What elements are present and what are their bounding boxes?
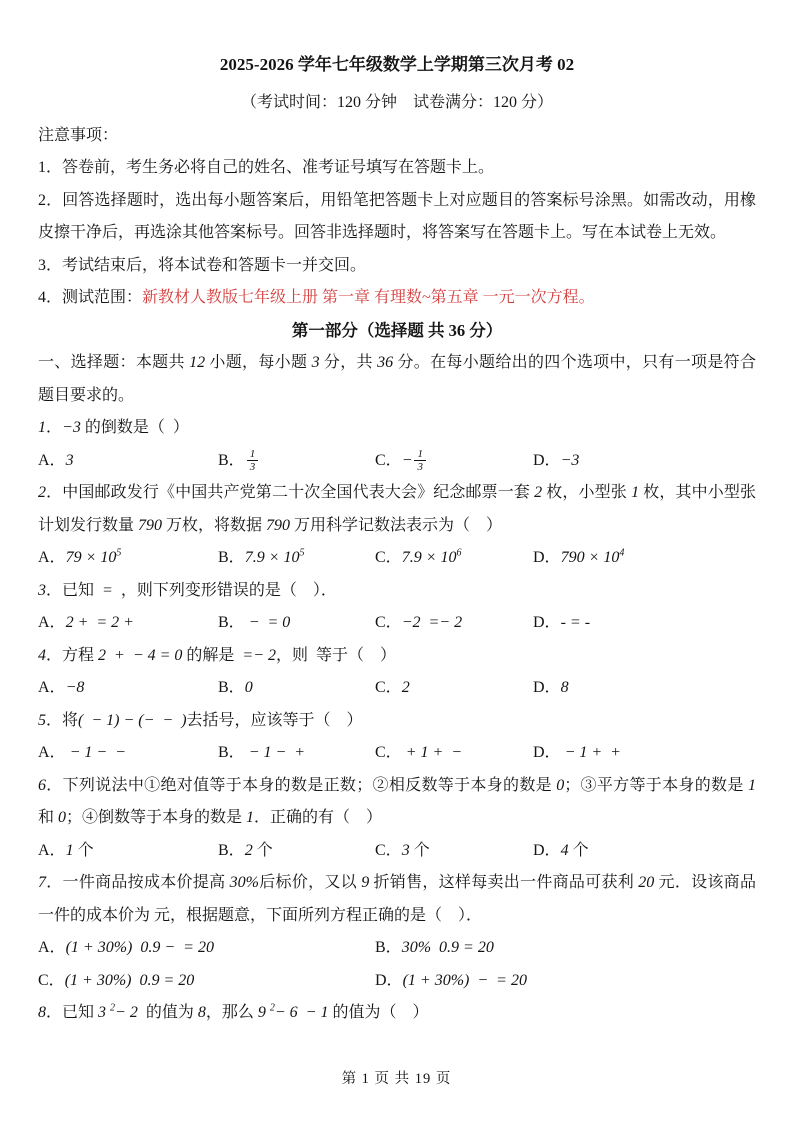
superscript-2: 2 xyxy=(110,1002,116,1014)
question-6-option-d: D．4 个 xyxy=(533,841,589,859)
question-5-stem: 5．将( − 1) − (− − )去括号，应该等于（ ） xyxy=(38,711,363,729)
question-5-option-d: D． − 1 + + xyxy=(533,744,621,761)
question-4-options xyxy=(38,672,756,705)
question-3-options xyxy=(38,607,756,640)
question-4-option-c: C．2 xyxy=(375,679,410,696)
question-7-option-c: C．(1 + 30%) 0.9 = 20 xyxy=(38,971,195,989)
question-1-options xyxy=(38,445,756,478)
question-3-option-b: B． − = 0 xyxy=(218,614,291,631)
question-5-option-a: A． − 1 − − xyxy=(38,744,126,761)
question-2-option-c: C．$7.9 \times 10^6$ xyxy=(375,547,462,566)
question-7-option-d: D．(1 + 30%) − = 20 xyxy=(375,971,527,989)
superscript-2: 2 xyxy=(269,1002,275,1014)
question-6-options xyxy=(38,835,756,868)
notice-item-4-prefix: 4．测试范围： xyxy=(38,289,143,306)
question-6-stem: 6．下列说法中①绝对值等于本身的数是正数；②相反数等于本身的数是 0；③平方等于本身的数是 1 和 0；④倒数等于本身的数是 1．正确的有（ ） xyxy=(38,776,760,826)
notice-item-1: 1．答卷前，考生务必将自己的姓名、准考证号填写在答题卡上。 xyxy=(38,159,495,176)
question-3-stem: 3．已知 = ，则下列变形错误的是（ ）． xyxy=(38,581,337,599)
question-7-options-row-2 xyxy=(38,965,756,998)
notice-item-3: 3．考试结束后，将本试卷和答题卡一并交回。 xyxy=(38,256,367,274)
question-2-option-d: D．$790 \times 10^4$ xyxy=(533,547,625,566)
question-3-option-c: C．−2 =− 2 xyxy=(375,614,463,631)
page-title: 2025-2026 学年七年级数学上学期第三次月考 02 xyxy=(219,55,575,74)
question-2-option-b: B．$7.9 \times 10^5$ xyxy=(218,547,305,566)
question-7-option-b: B．30% 0.9 = 20 xyxy=(375,939,494,956)
question-4-option-d: D．8 xyxy=(533,679,569,696)
section1-intro: 一、选择题：本题共 12 小题，每小题 3 分，共 36 分。在每小题给出的四个选项中，只有一项是符合题目要求的。 xyxy=(38,354,756,404)
exam-subtitle: （考试时间：120 分钟 试卷满分：120 分） xyxy=(240,94,553,111)
question-6-option-c: C．3 个 xyxy=(375,841,430,859)
question-6-option-a: A．1 个 xyxy=(38,841,94,859)
question-3-option-a: A．2 + = 2 + xyxy=(38,614,134,631)
notice-heading: 注意事项： xyxy=(38,126,119,144)
notice-item-2: 2．回答选择题时，选出每小题答案后，用铅笔把答题卡上对应题目的答案标号涂黑。如需改动，用橡皮擦干净后，再选涂其他答案标号。回答非选择题时，将答案写在答题卡上。写在本试卷上无效。 xyxy=(38,191,756,241)
question-1-option-b: B． $\frac{1}{3}$ xyxy=(218,445,375,478)
question-8-stem: 8．已知 3 $^2$− 2 的值为 8，那么 9 $^2$− 6 − 1 的值为（ ） xyxy=(38,1002,429,1021)
question-7-option-a: A．(1 + 30%) 0.9 − = 20 xyxy=(38,939,214,956)
fraction-one-third: $\frac{1}{3}$ xyxy=(414,448,426,474)
question-7-stem: 7．一件商品按成本价提高 30%后标价，又以 9 折销售，这样每卖出一件商品可获利 20 元．设该商品一件的成本价为 元，根据题意，下面所列方程正确的是（ ）． xyxy=(38,874,756,924)
notice-item-4 xyxy=(38,282,756,315)
question-1-option-c: C．− $\frac{1}{3}$ xyxy=(375,445,533,478)
question-6-option-b: B．2 个 xyxy=(218,841,273,859)
question-7-options-row-1 xyxy=(38,932,756,965)
question-1-stem: 1．−3 的倒数是（ ） xyxy=(38,419,189,436)
question-1-option-a: A．3 xyxy=(38,451,74,469)
question-4-option-a: A．−8 xyxy=(38,679,85,696)
question-4-option-b: B．0 xyxy=(218,679,253,696)
fraction-one-third: $\frac{1}{3}$ xyxy=(247,448,259,474)
question-1-option-d: D．−3 xyxy=(533,451,580,469)
question-2-stem: 2．中国邮政发行《中国共产党第二十次全国代表大会》纪念邮票一套 2 枚，小型张 1 枚，其中小型张计划发行数量 790 万枚，将数据 790 万用科学记数法表示为（ ） xyxy=(38,484,756,534)
notice-item-4-scope: 新教材人教版七年级上册 第一章 有理数~第五章 一元一次方程。 xyxy=(142,289,595,306)
question-4-stem: 4．方程 2 + − 4 = 0 的解是 =− 2，则 等于（ ） xyxy=(38,646,397,664)
question-3-option-d: D．- = - xyxy=(533,614,591,631)
question-5-options xyxy=(38,737,756,770)
question-5-option-c: C． + 1 + − xyxy=(375,744,463,761)
question-5-option-b: B． − 1 − + xyxy=(218,744,306,761)
part1-heading: 第一部分（选择题 共 36 分） xyxy=(291,320,503,340)
page-number-footer: 第 1 页 共 19 页 xyxy=(341,1071,452,1087)
question-2-options xyxy=(38,542,756,575)
question-2-option-a: A．$79 \times 10^5$ xyxy=(38,547,122,566)
